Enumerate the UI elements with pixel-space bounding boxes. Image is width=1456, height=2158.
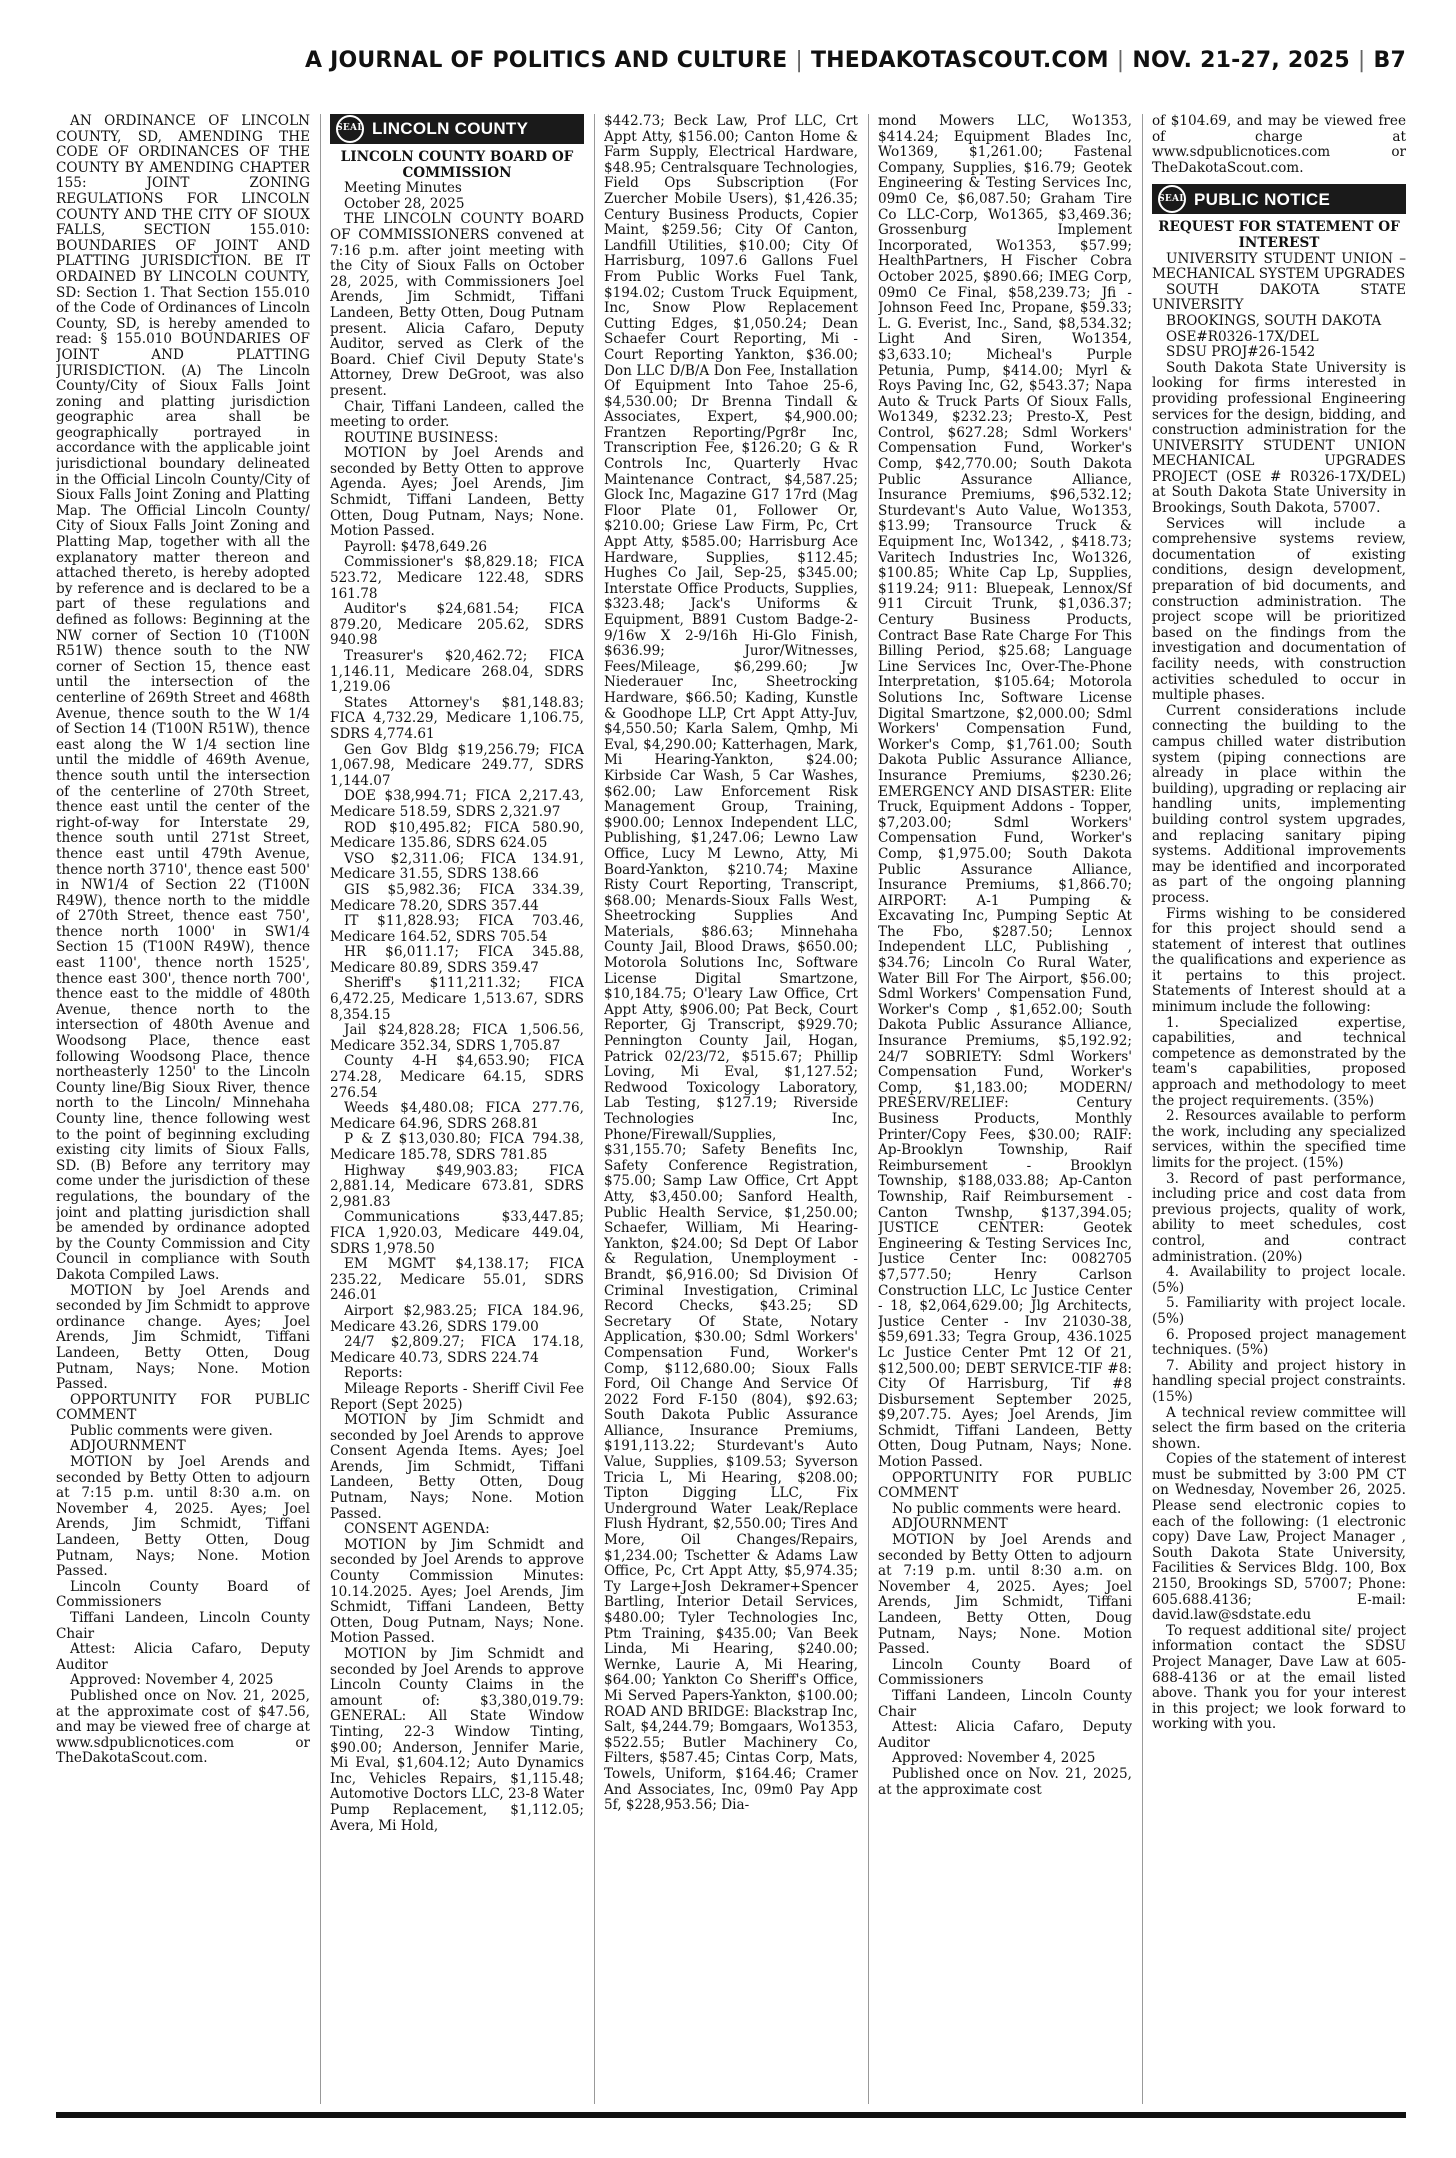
masthead-separator: | bbox=[1116, 48, 1125, 73]
signature-line: Attest: Alicia Cafaro, Deputy Auditor bbox=[56, 1641, 310, 1673]
bottom-rule bbox=[56, 2112, 1406, 2118]
publication-note: of $104.69, and may be viewed free of charge at www.sdpublicnotices.com or TheDakotaScout.com. bbox=[1152, 114, 1406, 176]
payroll-line: EM MGMT $4,138.17; FICA 235.22, Medicare 55.01, SDRS 246.01 bbox=[330, 1256, 584, 1304]
payroll-line: DOE $38,994.71; FICA 2,217.43, Medicare 518.59, SDRS 2,321.97 bbox=[330, 788, 584, 820]
masthead-date: NOV. 21-27, 2025 bbox=[1132, 48, 1350, 73]
column-rule bbox=[1142, 114, 1143, 2104]
column-rule bbox=[594, 114, 595, 2104]
masthead-separator: | bbox=[1357, 48, 1366, 73]
claims-paragraph: $442.73; Beck Law, Prof LLC, Crt Appt Atty, $156.00; Canton Home & Farm Supply, Electrical Hardware, $48.95; Centralsquare Technologies, Field Ops Subscription (For Zuercher Mobile Users), $1,426.35; Century Business Products, Copier Maint, $259.56; City Of Canton, Landfill Utilities, $10.00; City Of Harrisburg, 1097.6 Gallons Fuel From Public Works Fuel Tank, $194.02; Custom Truck Equipment, Inc, Snow Plow Replacement Cutting Edges, $1,050.24; Dean Schaefer Court Reporting, Mi - Court Reporting Yankton, $36.00; Don LLC D/B/A Don Fee, Installation Of Equipment Into Tahoe 25-6, $4,530.00; Dr Brenna Tindall & Associates, Expert, $4,900.00; Frantzen Reporting/Pgr8r Inc, Transcription Fee, $126.20; G & R Controls Inc, Quarterly Hvac Maintenance Contract, $4,587.25; Glock Inc, Magazine G17 17rd (Mag Floor Plate 01, Follower Or, $210.00; Griese Law Firm, Pc, Crt Appt Atty, $585.00; Harrisburg Ace Hardware, Supplies, $112.45; Hughes Co Jail, Sep-25, $345.00; Interstate Office Products, Supplies, $323.48; Jack's Uniforms & Equipment, B891 Custom Badge-2-9/16w X 2-9/16h Hi-Glo Finish, $636.99; Juror/Witnesses, Fees/Mileage, $6,299.60; Jw Niederauer Inc, Sheetrocking Hardware, $66.50; Kading, Kunstle & Goodhope LLP, Crt Appt Atty-Juv, $4,550.50; Karla Salem, Qmhp, Mi Eval, $4,290.00; Katterhagen, Mark, Mi Hearing-Yankton, $24.00; Kirbside Car Wash, 5 Car Washes, $62.00; Law Enforcement Risk Management Group, Training, $900.00; Lennox Independent LLC, Publishing, $1,247.06; Lewno Law Office, Lucy M Lewno, Atty, Mi Board-Yankton, $210.74; Maxine Risty Court Reporting, Transcript, $68.00; Menards-Sioux Falls West, Sheetrocking Supplies And Materials, $86.63; Minnehaha County Jail, Blood Draws, $650.00; Motorola Solutions Inc, Software License Digital Smartzone, $10,184.75; O'leary Law Office, Crt Appt Atty, $906.00; Pat Beck, Court Reporter, Gj Transcript, $929.70; Pennington County Jail, Hogan, Patrick 02/23/72, $515.67; Phillip Loving, Mi Eval, $1,127.52; Redwood Toxicology Laboratory, Lab Testing, $127.19; Riverside Technologies Inc, Phone/Firewall/Supplies, $31,155.70; Safety Benefits Inc, Safety Conference Registration, $75.00; Samp Law Office, Crt Appt Atty, $3,450.00; Sanford Health, Public Health Service, $1,250.00; Schaefer, William, Mi Hearing-Yankton, $24.00; Sd Dept Of Labor & Regulation, Unemployment - Brandt, $6,916.00; Sd Division Of Criminal Investigation, Criminal Record Checks, $43.25; SD Secretary Of State, Notary Application, $30.00; Sdml Workers' Compensation Fund, Worker's Comp, $112,680.00; Sioux Falls Ford, Oil Change And Service Of 2022 Ford F-150 (804), $92.63; South Dakota Public Assurance Alliance, Insurance Premiums, $191,113.22; Sturdevant's Auto Value, Supplies, $109.53; Syverson Tricia L, Mi Hearing, $208.00; Tipton Digging LLC, Fix Underground Water Leak/Replace Flush Hydrant, $2,550.00; Tires And More, Oil Changes/Repairs, $1,234.00; Tschetter & Adams Law Office, Pc, Crt Appt Atty, $5,974.35; Ty Large+Josh Dekramer+Spencer Bartling, Interior Detail Services, $480.00; Tyler Technologies Inc, Ptm Training, $435.00; Van Beek Linda, Mi Hearing, $240.00; Wernke, Laurie A, Mi Hearing, $64.00; Yankton Co Sheriff's Office, Mi Served Papers-Yankton, $100.00; ROAD AND BRIDGE: Blackstrap Inc, Salt, $4,244.79; Bomgaars, Wo1353, $522.55; Butler Machinery Co, Filters, $587.45; Cintas Corp, Mats, Towels, Uniform, $164.46; Cramer And Associates, Inc, 09m0 Pay App 5f, $228,953.56; Dia- bbox=[604, 114, 858, 1814]
paragraph: Chair, Tiffani Landeen, called the meeting to order. bbox=[330, 398, 584, 431]
criteria-item: 3. Record of past performance, including price and cost data from previous projects, quality of work, ability to meet schedules, cost control, and contract administration. (20%) bbox=[1152, 1170, 1406, 1265]
payroll-line: Treasurer's $20,462.72; FICA 1,146.11, Medicare 268.04, SDRS 1,219.06 bbox=[330, 648, 584, 696]
column-2 bbox=[330, 114, 584, 2104]
motion-paragraph: MOTION by Joel Arends and seconded by Betty Otten to approve Agenda. Ayes; Joel Arends, Jim Schmidt, Tiffani Landeen, Betty Otten, Doug Putnam, Nays; None. Motion Passed. bbox=[330, 445, 584, 540]
notice-seal-icon: SEAL bbox=[1158, 185, 1186, 213]
column-rule bbox=[868, 114, 869, 2104]
section-label: Reports: bbox=[344, 1365, 403, 1382]
payroll-line: VSO $2,311.06; FICA 134.91, Medicare 31.55, SDRS 138.66 bbox=[330, 850, 584, 883]
paragraph: THE LINCOLN COUNTY BOARD OF COMMISSIONERS convened at 7:16 p.m. after joint meeting with the City of Sioux Falls on October 28, 2025, with Commissioners Joel Arends, Jim Schmidt, Tiffani Landeen, Betty Otten, Doug Putnam present. Alicia Cafaro, Deputy Auditor, served as Clerk of the Board. Chief Civil Deputy State's Attorney, Drew DeGroot, was also present. bbox=[330, 211, 584, 399]
section-label: CONSENT AGENDA: bbox=[344, 1521, 490, 1538]
section-header-lincoln-county bbox=[330, 114, 584, 144]
payroll-line: HR $6,011.17; FICA 345.88, Medicare 80.89, SDRS 359.47 bbox=[330, 944, 584, 976]
masthead-journal: A JOURNAL OF POLITICS AND CULTURE bbox=[304, 48, 788, 73]
payroll-line: Commissioner's $8,829.18; FICA 523.72, Medicare 122.48, SDRS 161.78 bbox=[330, 554, 584, 602]
paragraph: OSE#R0326-17X/DEL bbox=[1166, 328, 1319, 345]
paragraph: No public comments were heard. bbox=[892, 1500, 1122, 1517]
contact-paragraph: Copies of the statement of interest must be submitted by 3:00 PM CT on Wednesday, November 26, 2025. Please send electronic copies to each of the following: (1 electronic copy) Dave Law, Project Manager , South Dakota State University, Facilities & Services Bldg. 100, Box 2150, Brookings SD, 57007; Phone: 605.688.4136; E-mail: david.law@sdstate.edu bbox=[1152, 1451, 1406, 1624]
section-label: OPPORTUNITY FOR PUBLIC COMMENT bbox=[878, 1469, 1132, 1502]
paragraph: October 28, 2025 bbox=[344, 195, 465, 212]
payroll-line: GIS $5,982.36; FICA 334.39, Medicare 78.20, SDRS 357.44 bbox=[330, 881, 584, 914]
paragraph: Mileage Reports - Sheriff Civil Fee Report (Sept 2025) bbox=[330, 1380, 584, 1413]
criteria-item: 5. Familiarity with project locale. (5%) bbox=[1152, 1295, 1406, 1327]
signature-line: Attest: Alicia Cafaro, Deputy Auditor bbox=[878, 1719, 1132, 1751]
approved-date: Approved: November 4, 2025 bbox=[70, 1672, 274, 1689]
county-seal-icon: SEAL bbox=[336, 115, 364, 143]
paragraph: Services will include a comprehensive systems review, documentation of existing conditions, design development, preparation of bid documents, and construction administration. The project scope will be prioritized based on the findings from the investigation and documentation of facility needs, with construction activities scheduled to occur in multiple phases. bbox=[1152, 515, 1406, 704]
paragraph: BROOKINGS, SOUTH DAKOTA bbox=[1166, 312, 1382, 329]
payroll-line: Weeds $4,480.08; FICA 277.76, Medicare 64.96, SDRS 268.81 bbox=[330, 1100, 584, 1132]
paragraph: SOUTH DAKOTA STATE UNIVERSITY bbox=[1152, 281, 1406, 314]
approved-date: Approved: November 4, 2025 bbox=[892, 1750, 1096, 1767]
paragraph: Firms wishing to be considered for this project should send a statement of interest that outlines the qualifications and experience as it pertains to this project. Statements of Interest should at a minimum include the following: bbox=[1152, 905, 1406, 1016]
signature-line: Lincoln County Board of Commissioners bbox=[56, 1578, 310, 1611]
column-1 bbox=[56, 114, 310, 2104]
motion-paragraph: MOTION by Jim Schmidt and seconded by Joel Arends to approve County Commission Minutes: 10.14.2025. Ayes; Joel Arends, Jim Schmidt, Tiffani Landeen, Betty Otten, Doug Putnam, Nays; None. Motion Passed. bbox=[330, 1536, 584, 1647]
masthead-site[interactable]: THEDAKOTASCOUT.COM bbox=[810, 48, 1109, 73]
motion-paragraph: MOTION by Joel Arends and seconded by Betty Otten to adjourn at 7:19 p.m. until 8:30 a.m. on November 4, 2025. Ayes; Joel Arends, Jim Schmidt, Tiffani Landeen, Betty Otten, Doug Putnam, Nays; None. Motion Passed. bbox=[878, 1532, 1132, 1658]
criteria-item: 1. Specialized expertise, capabilities, and technical competence as demonstrated by the team's capabilities, proposed approach and methodology to meet the project requirements. (35%) bbox=[1152, 1014, 1406, 1109]
payroll-line: ROD $10,495.82; FICA 580.90, Medicare 135.86, SDRS 624.05 bbox=[330, 819, 584, 852]
paragraph: Meeting Minutes bbox=[344, 180, 462, 197]
masthead-page-number: B7 bbox=[1373, 48, 1406, 73]
paragraph: To request additional site/ project information contact the SDSU Project Manager, Dave Law at 605-688-4136 or at the email listed above. Thank you for your interest in this project; we look forward to working with you. bbox=[1152, 1622, 1406, 1733]
paragraph: UNIVERSITY STUDENT UNION – MECHANICAL SYSTEM UPGRADES bbox=[1152, 250, 1406, 283]
publication-note: Published once on Nov. 21, 2025, at the approximate cost bbox=[878, 1765, 1132, 1798]
paragraph: South Dakota State University is looking for firms interested in providing professional Engineering services for the design, bidding, and construction administration for the UNIVERSITY STUDENT UNION MECHANICAL UPGRADES PROJECT (OSE # R0326-17X/DEL) at South Dakota State University in Brookings, South Dakota, 57007. bbox=[1152, 359, 1406, 517]
notice-title: LINCOLN COUNTY BOARD OF COMMISSION bbox=[340, 149, 574, 181]
payroll-line: P & Z $13,030.80; FICA 794.38, Medicare 185.78, SDRS 781.85 bbox=[330, 1131, 584, 1163]
section-header-public-notice bbox=[1152, 184, 1406, 214]
payroll-line: Gen Gov Bldg $19,256.79; FICA 1,067.98, Medicare 249.77, SDRS 1,144.07 bbox=[330, 741, 584, 789]
payroll-line: Communications $33,447.85; FICA 1,920.03, Medicare 449.04, SDRS 1,978.50 bbox=[330, 1209, 584, 1257]
column-rule bbox=[320, 114, 321, 2104]
section-label: ADJOURNMENT bbox=[70, 1438, 186, 1455]
column-3 bbox=[604, 114, 858, 2104]
paragraph: SDSU PROJ#26-1542 bbox=[1166, 344, 1316, 361]
section-label: ROUTINE BUSINESS: bbox=[344, 429, 499, 446]
column-4 bbox=[878, 114, 1132, 2104]
notice-title: REQUEST FOR STATEMENT OF INTEREST bbox=[1158, 219, 1400, 251]
payroll-line: States Attorney's $81,148.83; FICA 4,732.29, Medicare 1,106.75, SDRS 4,774.61 bbox=[330, 694, 584, 742]
payroll-line: Highway $49,903.83; FICA 2,881.14, Medicare 673.81, SDRS 2,981.83 bbox=[330, 1162, 584, 1210]
section-header-label: PUBLIC NOTICE bbox=[1194, 189, 1331, 209]
paragraph: Public comments were given. bbox=[70, 1422, 273, 1439]
criteria-item: 7. Ability and project history in handling special project constraints. (15%) bbox=[1152, 1357, 1406, 1405]
section-header-label: LINCOLN COUNTY bbox=[372, 119, 529, 139]
payroll-line: Jail $24,828.28; FICA 1,506.56, Medicare 352.34, SDRS 1,705.87 bbox=[330, 1022, 584, 1054]
ordinance-text: AN ORDINANCE OF LINCOLN COUNTY, SD, AMENDING THE CODE OF ORDINANCES OF THE COUNTY BY AMENDING CHAPTER 155: JOINT ZONING REGULATIONS FOR LINCOLN COUNTY AND THE CITY OF SIOUX FALLS, SECTION 155.010: BOUNDARIES OF JOINT AND PLATTING JURISDICTION. BE IT ORDAINED BY LINCOLN COUNTY, SD: Section 1. That Section 155.010 of the Code of Ordinances of Lincoln County, SD, is hereby amended to read: § 155.010 BOUNDARIES OF JOINT AND PLATTING JURISDICTION. (A) The Lincoln County/City of Sioux Falls Joint zoning and platting jurisdiction geographic area shall be geographically portrayed in accordance with the applicable joint jurisdictional boundary delineated in the Official Lincoln County/City of Sioux Falls Joint Zoning and Platting Map. The Official Lincoln County/ City of Sioux Falls Joint Zoning and Platting Map, together with all the explanatory matter thereon and attached thereto, is hereby adopted by reference and is declared to be a part of these regulations and defined as follows: Beginning at the NW corner of Section 10 (T100N R51W) thence south to the NW corner of Section 15, thence east until the intersection of the centerline of 269th Street and 468th Avenue, thence south to the W 1/4 of Section 14 (T100N R51W), thence east along the W 1/4 section line until the middle of 469th Avenue, thence south until the intersection of the centerline of 270th Street, thence east until the center of the right-of-way for Interstate 29, thence south until 271st Street, thence east until 479th Avenue, thence north 3710', thence east 500' in NW1/4 of Section 22 (T100N R49W), thence north to the middle of 270th Street, thence east 750', thence north 1000' in SW1/4 Section 15 (T100N R49W), thence east 1100', thence north 1525', thence east 300', thence north 700', thence east to the middle of 480th Avenue, thence north to the intersection of 480th Avenue and Woodsong Place, thence east following Woodsong Place, thence northeasterly 1250' to the Lincoln County line/Big Sioux River, thence north to the Lincoln/ Minnehaha County line, thence following west to the point of beginning excluding existing city limits of Sioux Falls, SD. (B) Before any territory may come under the jurisdiction of these regulations, the boundary of the joint and platting jurisdiction shall be amended by ordinance adopted by the County Commission and City Council in compliance with South Dakota Compiled Laws. bbox=[56, 114, 310, 1283]
payroll-line: 24/7 $2,809.27; FICA 174.18, Medicare 40.73, SDRS 224.74 bbox=[330, 1334, 584, 1366]
motion-paragraph: MOTION by Jim Schmidt and seconded by Joel Arends to approve Consent Agenda Items. Ayes; Joel Arends, Jim Schmidt, Tiffani Landeen, Betty Otten, Doug Putnam, Nays; None. Motion Passed. bbox=[330, 1412, 584, 1522]
criteria-item: 6. Proposed project management techniques. (5%) bbox=[1152, 1326, 1406, 1359]
payroll-line: Airport $2,983.25; FICA 184.96, Medicare 43.26, SDRS 179.00 bbox=[330, 1302, 584, 1335]
payroll-line: County 4-H $4,653.90; FICA 274.28, Medicare 64.15, SDRS 276.54 bbox=[330, 1053, 584, 1101]
payroll-line: Auditor's $24,681.54; FICA 879.20, Medicare 205.62, SDRS 940.98 bbox=[330, 601, 584, 649]
masthead bbox=[56, 48, 1406, 80]
signature-line: Tiffani Landeen, Lincoln County Chair bbox=[56, 1610, 310, 1642]
paragraph: Current considerations include connecting the building to the campus chilled water distribution system (piping connections are already in place within the building), upgrading or replacing air handling units, implementing building control system upgrades, and replacing sanitary piping systems. Additional improvements may be identified and incorporated as part of the ongoing planning process. bbox=[1152, 702, 1406, 906]
motion-paragraph: MOTION by Joel Arends and seconded by Betty Otten to adjourn at 7:15 p.m. until 8:30 a.m. on November 4, 2025. Ayes; Joel Arends, Jim Schmidt, Tiffani Landeen, Betty Otten, Doug Putnam, Nays; None. Motion Passed. bbox=[56, 1454, 310, 1580]
payroll-total: Payroll: $478,649.26 bbox=[344, 538, 488, 555]
motion-paragraph: MOTION by Joel Arends and seconded by Jim Schmidt to approve ordinance change. Ayes; Joel Arends, Jim Schmidt, Tiffani Landeen, Betty Otten, Doug Putnam, Nays; None. Motion Passed. bbox=[56, 1282, 310, 1393]
claims-paragraph: MOTION by Jim Schmidt and seconded by Joel Arends to approve Lincoln County Claims in the amount of: $3,380,019.79: GENERAL: All State Window Tinting, 22-3 Window Tinting, $90.00; Anderson, Jennifer Marie, Mi Eval, $1,604.12; Auto Dynamics Inc, Vehicles Repairs, $1,115.48; Automotive Doctors LLC, 23-8 Water Pump Replacement, $1,112.05; Avera, Mi Hold, bbox=[330, 1646, 584, 1834]
payroll-line: Sheriff's $111,211.32; FICA 6,472.25, Medicare 1,513.67, SDRS 8,354.15 bbox=[330, 975, 584, 1023]
criteria-item: 4. Availability to project locale. (5%) bbox=[1152, 1264, 1406, 1296]
criteria-item: 2. Resources available to perform the work, including any specialized services, within the specified time limits for the project. (15%) bbox=[1152, 1108, 1406, 1171]
claims-paragraph: mond Mowers LLC, Wo1353, $414.24; Equipment Blades Inc, Wo1369, $1,261.00; Fastenal Company, Supplies, $16.79; Geotek Engineering & Testing Services Inc, 09m0 Ce, $6,087.50; Graham Tire Co LLC-Corp, Wo1365, $3,469.36; Grossenburg Implement Incorporated, Wo1353, $57.99; HealthPartners, H Fischer Cobra October 2025, $890.66; IMEG Corp, 09m0 Ce Final, $58,239.73; Jfi - Johnson Feed Inc, Propane, $59.33; L. G. Everist, Inc., Sand, $8,534.32; Light And Siren, Wo1354, $3,633.10; Micheal's Purple Petunia, Pump, $414.00; Myrl & Roys Paving Inc, G2, $543.37; Napa Auto & Truck Parts Of Sioux Falls, Wo1349, $232.23; Presto-X, Pest Control, $627.28; Sdml Workers' Compensation Fund, Worker's Comp, $42,770.00; South Dakota Public Assurance Alliance, Insurance Premiums, $96,532.12; Sturdevant's Auto Value, Wo1353, $13.99; Transource Truck & Equipment Inc, Wo1342, , $418.73; Varitech Industries Inc, Wo1326, $100.85; White Cap Lp, Supplies, $119.24; 911: Bluepeak, Lennox/Sf 911 Circuit Trunk, $1,036.37; Century Business Products, Contract Base Rate Charge For This Billing Period, $25.68; Language Line Services Inc, Over-The-Phone Interpretation, $105.64; Motorola Solutions Inc, Software License Digital Smartzone, $2,000.00; Sdml Workers' Compensation Fund, Worker's Comp, $1,761.00; South Dakota Public Assurance Alliance, Insurance Premiums, $230.26; EMERGENCY AND DISASTER: Elite Truck, Equipment Addons - Topper, $7,203.00; Sdml Workers' Compensation Fund, Worker's Comp, $1,975.00; South Dakota Public Assurance Alliance, Insurance Premiums, $1,866.70; AIRPORT: A-1 Pumping & Excavating Inc, Pumping Septic At The Fbo, $287.50; Lennox Independent LLC, Publishing , $34.76; Lincoln Co Rural Water, Water Bill For The Airport, $56.00; Sdml Workers' Compensation Fund, Worker's Comp , $1,652.00; South Dakota Public Assurance Alliance, Insurance Premiums, $5,192.92; 24/7 SOBRIETY: Sdml Workers' Compensation Fund, Worker's Comp, $1,183.00; MODERN/ PRESERV/RELIEF: Century Business Products, Monthly Printer/Copy Fees, $30.00; RAIF: Ap-Brooklyn Township, Raif Reimbursement - Brooklyn Township, $188,033.88; Ap-Canton Township, Raif Reimbursement - Canton Twnshp, $137,394.05; JUSTICE CENTER: Geotek Engineering & Testing Services Inc, Justice Center Inc: 0082705 $7,577.50; Henry Carlson Construction LLC, Lc Justice Center - 18, $2,064,629.00; Jlg Architects, Justice Center - Inv 21030-38, $59,691.33; Tegra Group, 436.1025 Lc Justice Center Pmt 12 Of 21, $12,500.00; DEBT SERVICE-TIF #8: City Of Harrisburg, Tif #8 Disbursement September 2025, $9,207.75. Ayes; Joel Arends, Jim Schmidt, Tiffani Landeen, Betty Otten, Doug Putnam, Nays; None. Motion Passed. bbox=[878, 114, 1132, 1471]
masthead-separator: | bbox=[795, 48, 803, 73]
payroll-line: IT $11,828.93; FICA 703.46, Medicare 164.52, SDRS 705.54 bbox=[330, 913, 584, 945]
notices-page bbox=[56, 114, 1406, 2104]
column-5 bbox=[1152, 114, 1406, 2104]
signature-line: Lincoln County Board of Commissioners bbox=[878, 1656, 1132, 1689]
publication-note: Published once on Nov. 21, 2025, at the approximate cost of $47.56, and may be viewed free of charge at www.sdpublicnotices.com or TheDakotaScout.com. bbox=[56, 1687, 310, 1767]
section-label: OPPORTUNITY FOR PUBLIC COMMENT bbox=[56, 1391, 310, 1424]
section-label: ADJOURNMENT bbox=[892, 1516, 1008, 1533]
paragraph: A technical review committee will select the firm based on the criteria shown. bbox=[1152, 1404, 1406, 1452]
signature-line: Tiffani Landeen, Lincoln County Chair bbox=[878, 1687, 1132, 1720]
